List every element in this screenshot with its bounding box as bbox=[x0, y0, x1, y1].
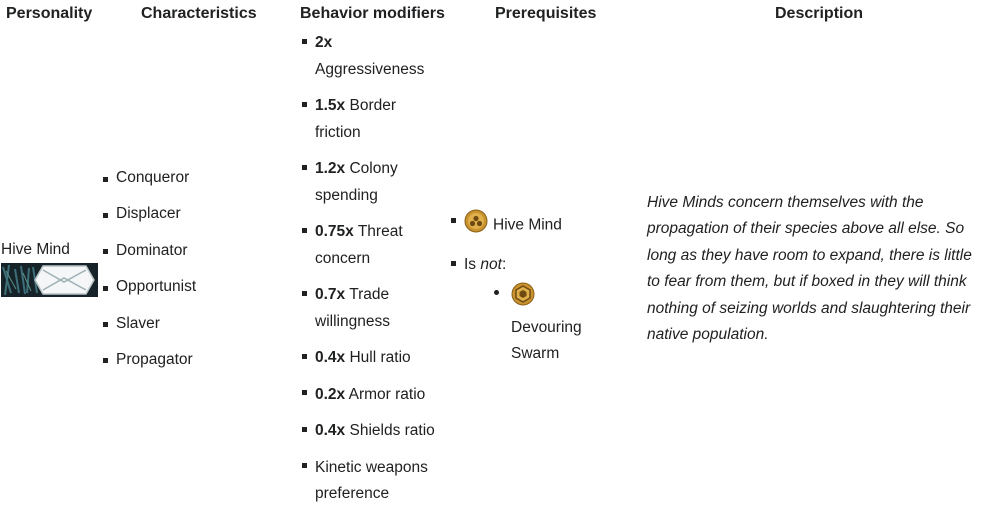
modifier-value: 0.75x bbox=[315, 223, 354, 240]
modifier-label: Kinetic weapons preference bbox=[315, 458, 428, 502]
not-prefix: Is bbox=[464, 256, 481, 273]
behavior-modifier-item bbox=[300, 93, 445, 146]
header-behavior-modifiers: Behavior modifiers bbox=[300, 5, 445, 22]
characteristic-item[interactable]: Displacer bbox=[101, 204, 196, 240]
prerequisite-item bbox=[449, 252, 609, 367]
excluded-item bbox=[492, 282, 609, 367]
characteristic-item[interactable]: Opportunist bbox=[101, 277, 196, 313]
description-text: Hive Minds concern themselves with the propagation of their species above all else. So long as they have room to expand, there is little to fear from them, but if boxed in they will think nothing of seizing worlds and slaughtering their native population. bbox=[647, 194, 972, 344]
characteristic-item[interactable]: Conqueror bbox=[101, 168, 196, 204]
behavior-modifier-item bbox=[300, 455, 445, 508]
not-word: not bbox=[480, 256, 502, 273]
modifier-value: 2x bbox=[315, 34, 333, 51]
behavior-modifier-item bbox=[300, 30, 445, 83]
behavior-modifier-item bbox=[300, 156, 445, 209]
hive-mind-ethic-icon[interactable] bbox=[464, 209, 488, 242]
behavior-modifier-item bbox=[300, 282, 445, 335]
behavior-modifiers-list bbox=[300, 30, 445, 518]
modifier-value: 1.5x bbox=[315, 97, 346, 114]
header-description: Description bbox=[775, 5, 864, 22]
modifier-label: Colony spending bbox=[315, 160, 398, 204]
prerequisite-item bbox=[449, 209, 609, 242]
behavior-modifier-item bbox=[300, 382, 445, 409]
modifier-label: Armor ratio bbox=[348, 385, 426, 403]
characteristic-item[interactable]: Slaver bbox=[101, 314, 196, 350]
modifier-label: Border friction bbox=[315, 97, 397, 141]
personality-cell bbox=[1, 240, 98, 297]
prerequisites-list bbox=[449, 209, 609, 377]
modifier-value: 0.2x bbox=[315, 385, 346, 403]
modifier-value: 0.4x bbox=[315, 422, 346, 439]
modifier-label: Shields ratio bbox=[349, 422, 435, 439]
characteristic-item[interactable]: Dominator bbox=[101, 241, 196, 277]
behavior-modifier-item bbox=[300, 219, 445, 272]
modifier-value: 0.7x bbox=[315, 286, 346, 303]
not-suffix: : bbox=[501, 256, 507, 273]
devouring-swarm-icon[interactable] bbox=[511, 282, 535, 315]
header-characteristics: Characteristics bbox=[141, 5, 257, 22]
modifier-label: Hull ratio bbox=[349, 349, 411, 366]
characteristic-item[interactable]: Propagator bbox=[101, 350, 196, 386]
behavior-modifier-item bbox=[300, 345, 445, 372]
modifier-value: 1.2x bbox=[315, 160, 346, 177]
behavior-modifier-item bbox=[300, 418, 445, 445]
header-prerequisites: Prerequisites bbox=[495, 5, 597, 22]
modifier-label: Threat concern bbox=[315, 223, 403, 267]
modifier-label: Trade willingness bbox=[315, 286, 390, 330]
hive-mind-portrait-icon[interactable] bbox=[1, 263, 98, 297]
modifier-label: Aggressiveness bbox=[315, 60, 425, 78]
prerequisite-devouring-swarm-link[interactable]: Devouring Swarm bbox=[511, 319, 582, 362]
characteristics-list bbox=[101, 168, 196, 386]
personality-name[interactable]: Hive Mind bbox=[1, 241, 70, 258]
modifier-value: 0.4x bbox=[315, 349, 346, 366]
prerequisite-hive-mind-link[interactable]: Hive Mind bbox=[493, 216, 562, 234]
header-personality: Personality bbox=[6, 5, 93, 22]
